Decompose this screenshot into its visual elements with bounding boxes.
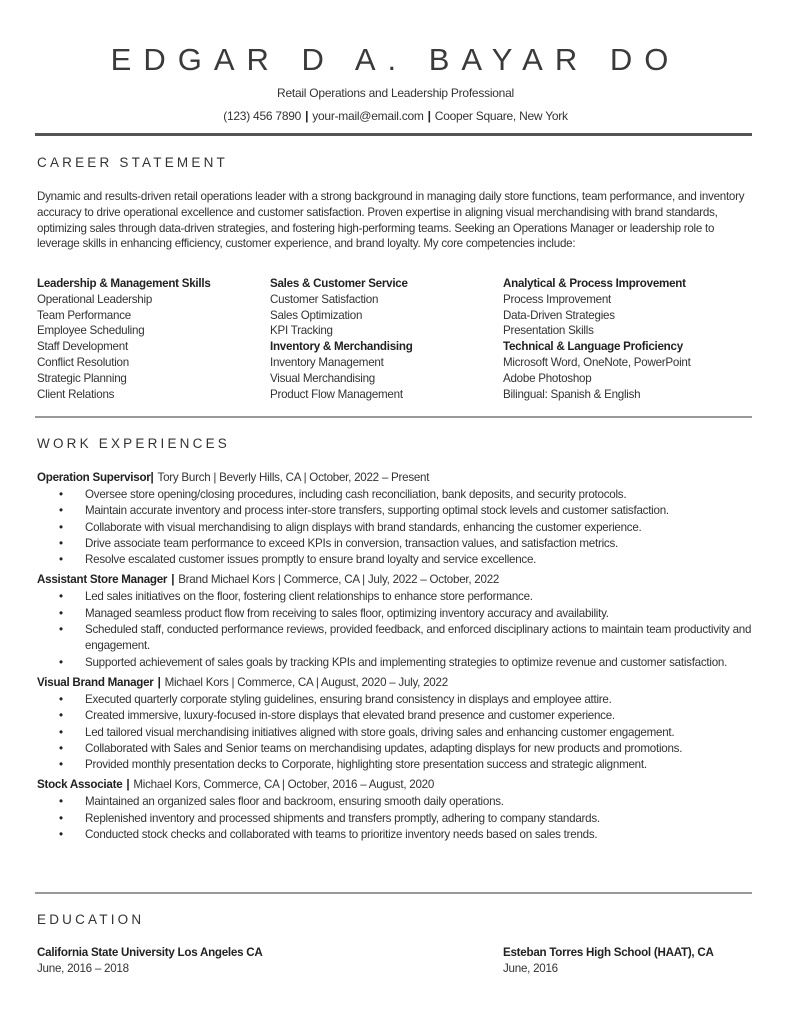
job-header: [37, 674, 757, 691]
job-details: Brand Michael Kors | Commerce, CA | July, 2022 – October, 2022: [178, 573, 500, 587]
skill-item: Conflict Resolution: [37, 355, 129, 369]
job-bullet: • Led sales initiatives on the floor, fostering client relationships to enhance store performance.: [37, 589, 757, 605]
candidate-name: EDGAR D A. BAYAR DO: [110, 42, 681, 77]
separator: |: [171, 573, 175, 587]
skill-item: Team Performance: [37, 308, 131, 322]
job-role: Visual Brand Manager: [37, 675, 154, 689]
job-details: Michael Kors | Commerce, CA | August, 2020 – July, 2022: [164, 675, 448, 689]
job-header: [37, 776, 757, 793]
skills-column-1: [37, 276, 211, 402]
skill-item: Staff Development: [37, 340, 128, 354]
skill-item: Product Flow Management: [270, 387, 403, 401]
skill-item: Process Improvement: [503, 292, 612, 306]
skill-category: Sales & Customer Service: [270, 277, 408, 290]
skill-category: Technical & Language Proficiency: [503, 340, 683, 354]
education-heading: EDUCATION: [37, 912, 145, 927]
separator: |: [150, 471, 154, 484]
education-dates: June, 2016: [503, 962, 558, 975]
separator: |: [157, 675, 161, 689]
job-bullets: [37, 487, 757, 568]
career-statement-text: Dynamic and results-driven retail operations leader with a strong background in managing daily store functions, team performance, and inventory accuracy to drive operational excellence and customer satisfaction. Proven expertise in aligning visual merchandising with brand standards, optimizing sales through data-driven strategies, and fostering high-performing teams. Seeking an Operations Manager or leadership role to leverage skills in enhancing efficiency, customer experience, and brand loyalty. My core competencies include:: [37, 190, 745, 251]
skills-column-2: [270, 276, 413, 402]
job-bullet: • Scheduled staff, conducted performance reviews, provided feedback, and enforced disciplinary actions to maintain team productivity and engagement.: [37, 622, 757, 655]
job-header: [37, 469, 757, 486]
professional-title: Retail Operations and Leadership Professional: [277, 86, 514, 100]
skill-item: Sales Optimization: [270, 308, 363, 322]
skill-item: Strategic Planning: [37, 371, 127, 385]
job-bullet: • Drive associate team performance to exceed KPIs in conversion, transaction values, and satisfaction metrics.: [37, 536, 757, 552]
career-statement-heading: CAREER STATEMENT: [37, 155, 228, 170]
skill-item: Adobe Photoshop: [503, 371, 592, 385]
contact-line: [0, 109, 791, 123]
job-bullet: • Conducted stock checks and collaborated with teams to prioritize inventory needs based on sales trends.: [37, 827, 757, 843]
job-bullet: • Collaborate with visual merchandising to align displays with brand standards, enhancing the customer experience.: [37, 520, 757, 536]
job-header: [37, 571, 757, 588]
skill-item: Visual Merchandising: [270, 371, 375, 385]
skill-item: Microsoft Word, OneNote, PowerPoint: [503, 355, 691, 369]
work-experience-list: [37, 469, 757, 846]
work-experiences-heading: WORK EXPERIENCES: [37, 436, 230, 451]
skills-column-3: [503, 276, 691, 402]
skill-item: KPI Tracking: [270, 324, 333, 338]
skill-item: Inventory Management: [270, 355, 384, 369]
header-divider: [35, 133, 752, 136]
skill-category: Leadership & Management Skills: [37, 277, 211, 290]
location: Cooper Square, New York: [434, 109, 568, 123]
skill-category-row: [270, 339, 413, 355]
separator: |: [427, 109, 431, 123]
job-role: Operation Supervisor: [37, 471, 151, 484]
skill-category-row: [37, 276, 211, 292]
job-bullet: • Managed seamless product flow from receiving to sales floor, optimizing inventory accuracy and availability.: [37, 606, 757, 622]
job-bullet: • Supported achievement of sales goals by tracking KPIs and implementing strategies to optimize revenue and customer satisfaction.: [37, 655, 757, 671]
skill-category: Inventory & Merchandising: [270, 340, 413, 354]
email: your-mail@email.com: [312, 109, 424, 123]
school-name: Esteban Torres High School (HAAT), CA: [503, 946, 714, 959]
skill-category-row: [270, 276, 413, 292]
school-name: California State University Los Angeles CA: [37, 946, 263, 959]
job-bullet: • Provided monthly presentation decks to Corporate, highlighting store presentation success and strategic alignment.: [37, 757, 757, 773]
separator: |: [305, 109, 309, 123]
job-bullets: [37, 692, 757, 773]
job-details: Michael Kors, Commerce, CA | October, 2016 – August, 2020: [133, 778, 435, 792]
job-bullet: • Executed quarterly corporate styling guidelines, ensuring brand consistency in displays and employee attire.: [37, 692, 757, 708]
job-details: Tory Burch | Beverly Hills, CA | October, 2022 – Present: [157, 471, 430, 484]
education-dates: June, 2016 – 2018: [37, 962, 129, 975]
skill-item: Bilingual: Spanish & English: [503, 387, 641, 401]
job-bullets: [37, 794, 757, 843]
education-item: [503, 945, 714, 977]
job-bullet: • Resolve escalated customer issues promptly to ensure brand loyalty and service excellence.: [37, 552, 757, 568]
job-bullet: • Created immersive, luxury-focused in-store displays that elevated brand presence and customer experience.: [37, 708, 757, 724]
job-bullet: • Replenished inventory and processed shipments and transfers promptly, adhering to company standards.: [37, 811, 757, 827]
skill-item: Client Relations: [37, 387, 115, 401]
job-bullet: • Led tailored visual merchandising initiatives aligned with store goals, driving sales and enhancing customer engagement.: [37, 725, 757, 741]
skill-item: Employee Scheduling: [37, 324, 145, 338]
separator: |: [126, 778, 130, 792]
phone: (123) 456 7890: [223, 109, 302, 123]
section-divider: [35, 892, 752, 894]
skill-category-row: [503, 276, 691, 292]
education-item: [37, 945, 263, 977]
job-bullet: • Oversee store opening/closing procedures, including cash reconciliation, bank deposits, and security protocols.: [37, 487, 757, 503]
skill-category: Analytical & Process Improvement: [503, 277, 686, 290]
job-bullets: [37, 589, 757, 670]
skill-item: Operational Leadership: [37, 292, 153, 306]
skill-item: Data-Driven Strategies: [503, 308, 615, 322]
skill-item: Presentation Skills: [503, 324, 594, 338]
skill-category-row: [503, 339, 691, 355]
skill-item: Customer Satisfaction: [270, 292, 379, 306]
job-bullet: • Collaborated with Sales and Senior teams on merchandising updates, adapting displays for new products and promotions.: [37, 741, 757, 757]
job-role: Stock Associate: [37, 778, 123, 792]
section-divider: [35, 416, 752, 418]
job-bullet: • Maintained an organized sales floor and backroom, ensuring smooth daily operations.: [37, 794, 757, 810]
job-role: Assistant Store Manager: [37, 573, 168, 587]
job-bullet: • Maintain accurate inventory and process inter-store transfers, supporting optimal stock levels and customer satisfaction.: [37, 503, 757, 519]
